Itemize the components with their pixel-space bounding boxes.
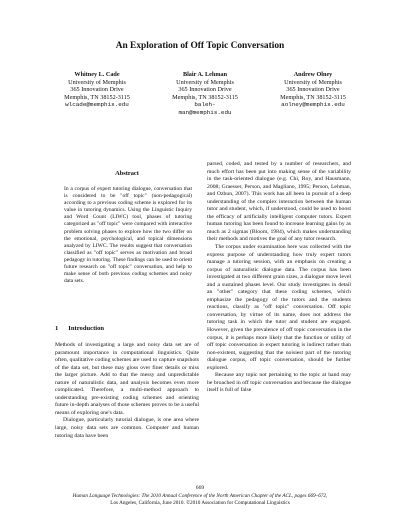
section-number: 1 bbox=[55, 325, 59, 332]
author-city: Memphis, TN 38152-3115 bbox=[172, 93, 238, 101]
section-title: Introduction bbox=[68, 325, 105, 332]
intro-paragraph: Methods of investigating a large and noisy data set are of paramount importance in computational linguistics. Quite often, qualitative coding schemes are used to capture snapshots of the data set, but these may gloss over finer details or miss the larger picture. Add to that the messy and unpredictable nature of naturalistic data, and analysis becomes even more complicated. Therefore, a multi-method approach to understanding pre-existing coding schemes and orienting future in-depth analyses of those schemes proves to be a useful means of exploring one's data. bbox=[55, 342, 199, 416]
author-name: Whitney L. Cade bbox=[74, 71, 120, 78]
footer-line-1: Human Language Technologies: The 2010 Annual Conference of the North American Chapter of the ACL, pages 669–672, bbox=[72, 493, 328, 499]
left-column-body bbox=[55, 342, 199, 440]
author-block bbox=[258, 71, 368, 109]
author-name: Blair A. Lehman bbox=[182, 71, 228, 78]
body-paragraph: parsed, coded, and tested by a number of researchers, and much effort has been put into making sense of the variability in the task-oriented dialogue (e.g. Chi, Roy, and Hausmann, 2008; Graesser, Person, and Magliano, 1995; Person, Lehman, and Ozbun, 2007). This work has all been in pursuit of a deep understanding of the complex interaction between the human tutor and student, which, if understood, could be used to boost the efficacy of artificially intelligent computer tutors. Expert human tutoring has been found to increase learning gains by as much as 2 sigmas (Bloom, 1984), which makes understanding their methods and motives the goal of any tutor research. bbox=[207, 161, 351, 243]
author-address: 365 Innovation Drive bbox=[70, 86, 124, 94]
author-address: 365 Innovation Drive bbox=[286, 86, 340, 94]
page-number: 669 bbox=[195, 485, 205, 491]
author-email: wlcade@memphis.edu bbox=[65, 101, 129, 109]
author-email: baleh- man@memphis.edu bbox=[178, 101, 232, 116]
author-address: 365 Innovation Drive bbox=[178, 86, 232, 94]
right-column-body bbox=[207, 161, 351, 395]
author-city: Memphis, TN 38152-3115 bbox=[280, 93, 346, 101]
author-name: Andrew Olney bbox=[293, 71, 333, 78]
body-paragraph: Because any topic not pertaining to the topic at hand may be broached in off topic conversation and because the dialogue itself is full of false bbox=[207, 372, 351, 394]
intro-paragraph: Dialogue, particularly tutorial dialogue, is one area where large, noisy data sets are common. Computer and human tutoring data have been bbox=[55, 417, 199, 439]
footer-line-2: Los Angeles, California, June 2010. ©2010 Association for Computational Linguistics bbox=[110, 499, 290, 506]
paper-title: An Exploration of Off Topic Conversation bbox=[115, 41, 285, 51]
author-city: Memphis, TN 38152-3115 bbox=[64, 93, 130, 101]
author-block bbox=[150, 71, 260, 117]
footer-citation bbox=[40, 493, 360, 507]
author-affiliation: University of Memphis bbox=[176, 78, 234, 86]
author-affiliation: University of Memphis bbox=[68, 78, 126, 86]
section-heading bbox=[55, 325, 114, 332]
author-affiliation: University of Memphis bbox=[284, 78, 342, 86]
body-paragraph: The corpus under examination here was collected with the express purpose of understanding how truly expert tutors manage a tutoring session, with an emphasis on creating a corpus of naturalistic dialogue data. The corpus has been investigated at two different grain sizes, a dialogue move level and a sustained phases level. Our study investigates in detail an "other" category that these coding schemes, which emphasize the pedagogy of the tutors and the students reactions, classify as "off topic" conversation. Off topic conversation, by virtue of its name, does not address the tutoring task in which the tutor and student are engaged. However, given the prevalence of off topic conversation in the corpus, it is perhaps more likely that the function or utility of off topic conversation in expert tutoring is indirect rather than non-existent, suggesting that the noisiest part of the tutoring dialogue corpus, off topic conversation, should be further explored. bbox=[207, 244, 351, 371]
author-email: aolney@memphis.edu bbox=[281, 101, 345, 109]
author-block bbox=[42, 71, 152, 109]
abstract-text: In a corpus of expert tutoring dialogue, conversation that is considered to be "off topic" (non-pedagogical) according to a previous coding scheme is explored for its value in tutoring dynamics. Using the Linguistic Inquiry and Word Count (LIWC) tool, phases of tutoring categorized as "off topic" were compared with interactive problem solving phases to explore how the two differ on the emotional, psychological, and topical dimensions analyzed by LIWC. The results suggest that conversation classified as "off topic" serves as motivation and broad pedagogy in tutoring. These findings can be used to orient future research on "off topic" conversation, and help to make sense of both previous coding schemes and noisy data sets. bbox=[64, 186, 192, 285]
abstract-heading: Abstract bbox=[115, 170, 139, 177]
